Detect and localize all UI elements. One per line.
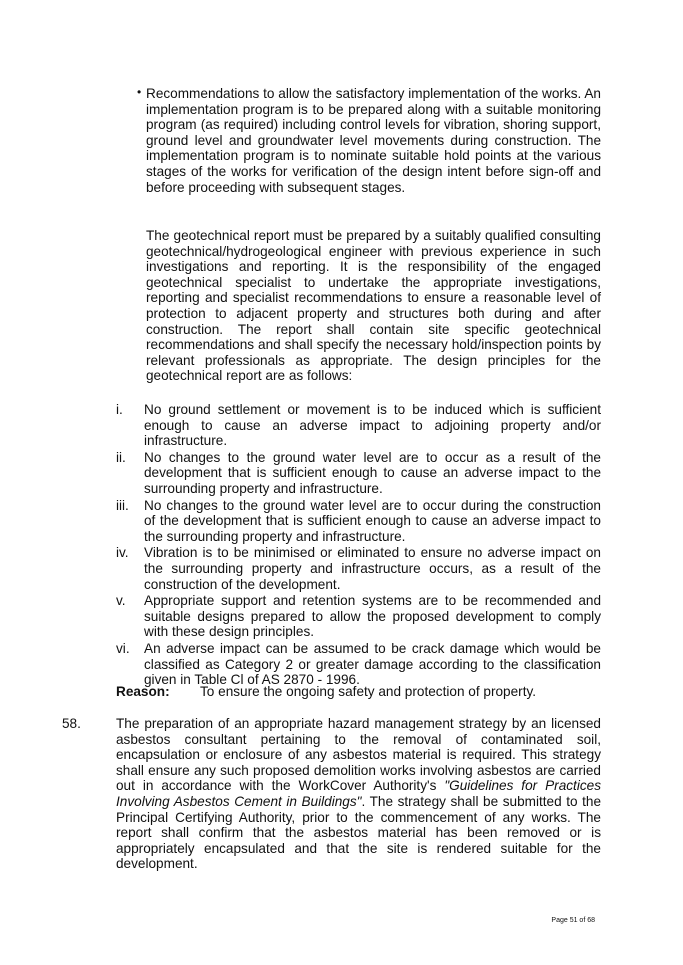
design-principles-list (116, 402, 601, 689)
geotechnical-report-paragraph: The geotechnical report must be prepared by a suitably qualified consulting geotechnical/hydrogeological engineer with previous experience in such investigations and reporting. It is the responsibility of the engaged geotechnical specialist to undertake the appropriate investigations, reporting and specialist recommendations to ensure a reasonable level of protection to adjacent property and structures both during and after construction. The report shall contain site specific geotechnical recommendations and shall specify the necessary hold/inspection points by relevant professionals as appropriate. The design principles for the geotechnical report are as follows: (146, 228, 601, 384)
list-item-text: No changes to the ground water level are to occur during the construction of the development that is sufficient enough to cause an adverse impact to the surrounding property and infrastructure. (144, 497, 601, 544)
list-item-number: i. (116, 402, 123, 417)
guideline-title: "Guidelines for Practices Involving Asbestos Cement in Buildings" (116, 778, 601, 809)
list-item-text: An adverse impact can be assumed to be crack damage which would be classified as Category 2 or greater damage according to the classification given in Table Cl of AS 2870 - 1996. (144, 640, 601, 688)
condition-text (116, 716, 601, 872)
bullet-icon: • (137, 85, 142, 99)
list-item-text: Vibration is to be minimised or eliminated to ensure no adverse impact on the surrounding property and infrastructure occurs, as a result of the construction of the development. (144, 545, 601, 592)
bullet-text: Recommendations to allow the satisfactory implementation of the works. An implementation program is to be prepared along with a suitable monitoring program (as required) including control levels for vibration, shoring support, ground level and groundwater level movements during construction. The implementation program is to nominate suitable hold points at the various stages of the works for verification of the design intent before sign-off and before proceeding with subsequent stages. (146, 86, 601, 195)
page-number: Page 51 of 68 (551, 917, 595, 924)
list-item-text: No ground settlement or movement is to be induced which is sufficient enough to cause an adverse impact to adjoining property and/or infrastructure. (144, 402, 601, 449)
list-item-number: vi. (116, 640, 130, 656)
reason-label: Reason: (116, 684, 170, 699)
list-item-number: v. (116, 593, 126, 609)
list-item-number: iv. (116, 545, 129, 561)
list-item-number: iii. (116, 497, 129, 513)
list-item-text: No changes to the ground water level are to occur as a result of the development that is sufficient enough to cause an adverse impact to the surrounding property and infrastructure. (144, 449, 601, 496)
recommendations-bullet (137, 85, 601, 195)
list-item (116, 402, 601, 449)
reason-line (116, 684, 601, 700)
list-item (116, 450, 601, 497)
condition-text-start: The preparation of an appropriate hazard management strategy by an licensed asbestos consultant pertaining to the removal of contaminated soil, encapsulation or enclosure of any asbestos material is required. This strategy shall ensure any such proposed demolition works involving asbestos are carried out in accordance with the WorkCover Authority's (116, 716, 601, 794)
reason-text: To ensure the ongoing safety and protection of property. (200, 684, 537, 699)
list-item (116, 498, 601, 545)
list-item (116, 545, 601, 592)
condition-text-end: . The strategy shall be submitted to the Principal Certifying Authority, prior to the commencement of any works. The report shall confirm that the asbestos material has been removed or is appropriately encapsulated and that the site is rendered suitable for the development. (116, 793, 602, 872)
list-item-number: ii. (116, 449, 126, 465)
list-item-text: Appropriate support and retention systems are to be recommended and suitable designs prepared to allow the proposed development to comply with these design principles. (144, 593, 601, 640)
list-item (116, 593, 601, 640)
condition-58 (62, 716, 601, 872)
list-item (116, 641, 601, 688)
condition-number: 58. (62, 716, 81, 731)
